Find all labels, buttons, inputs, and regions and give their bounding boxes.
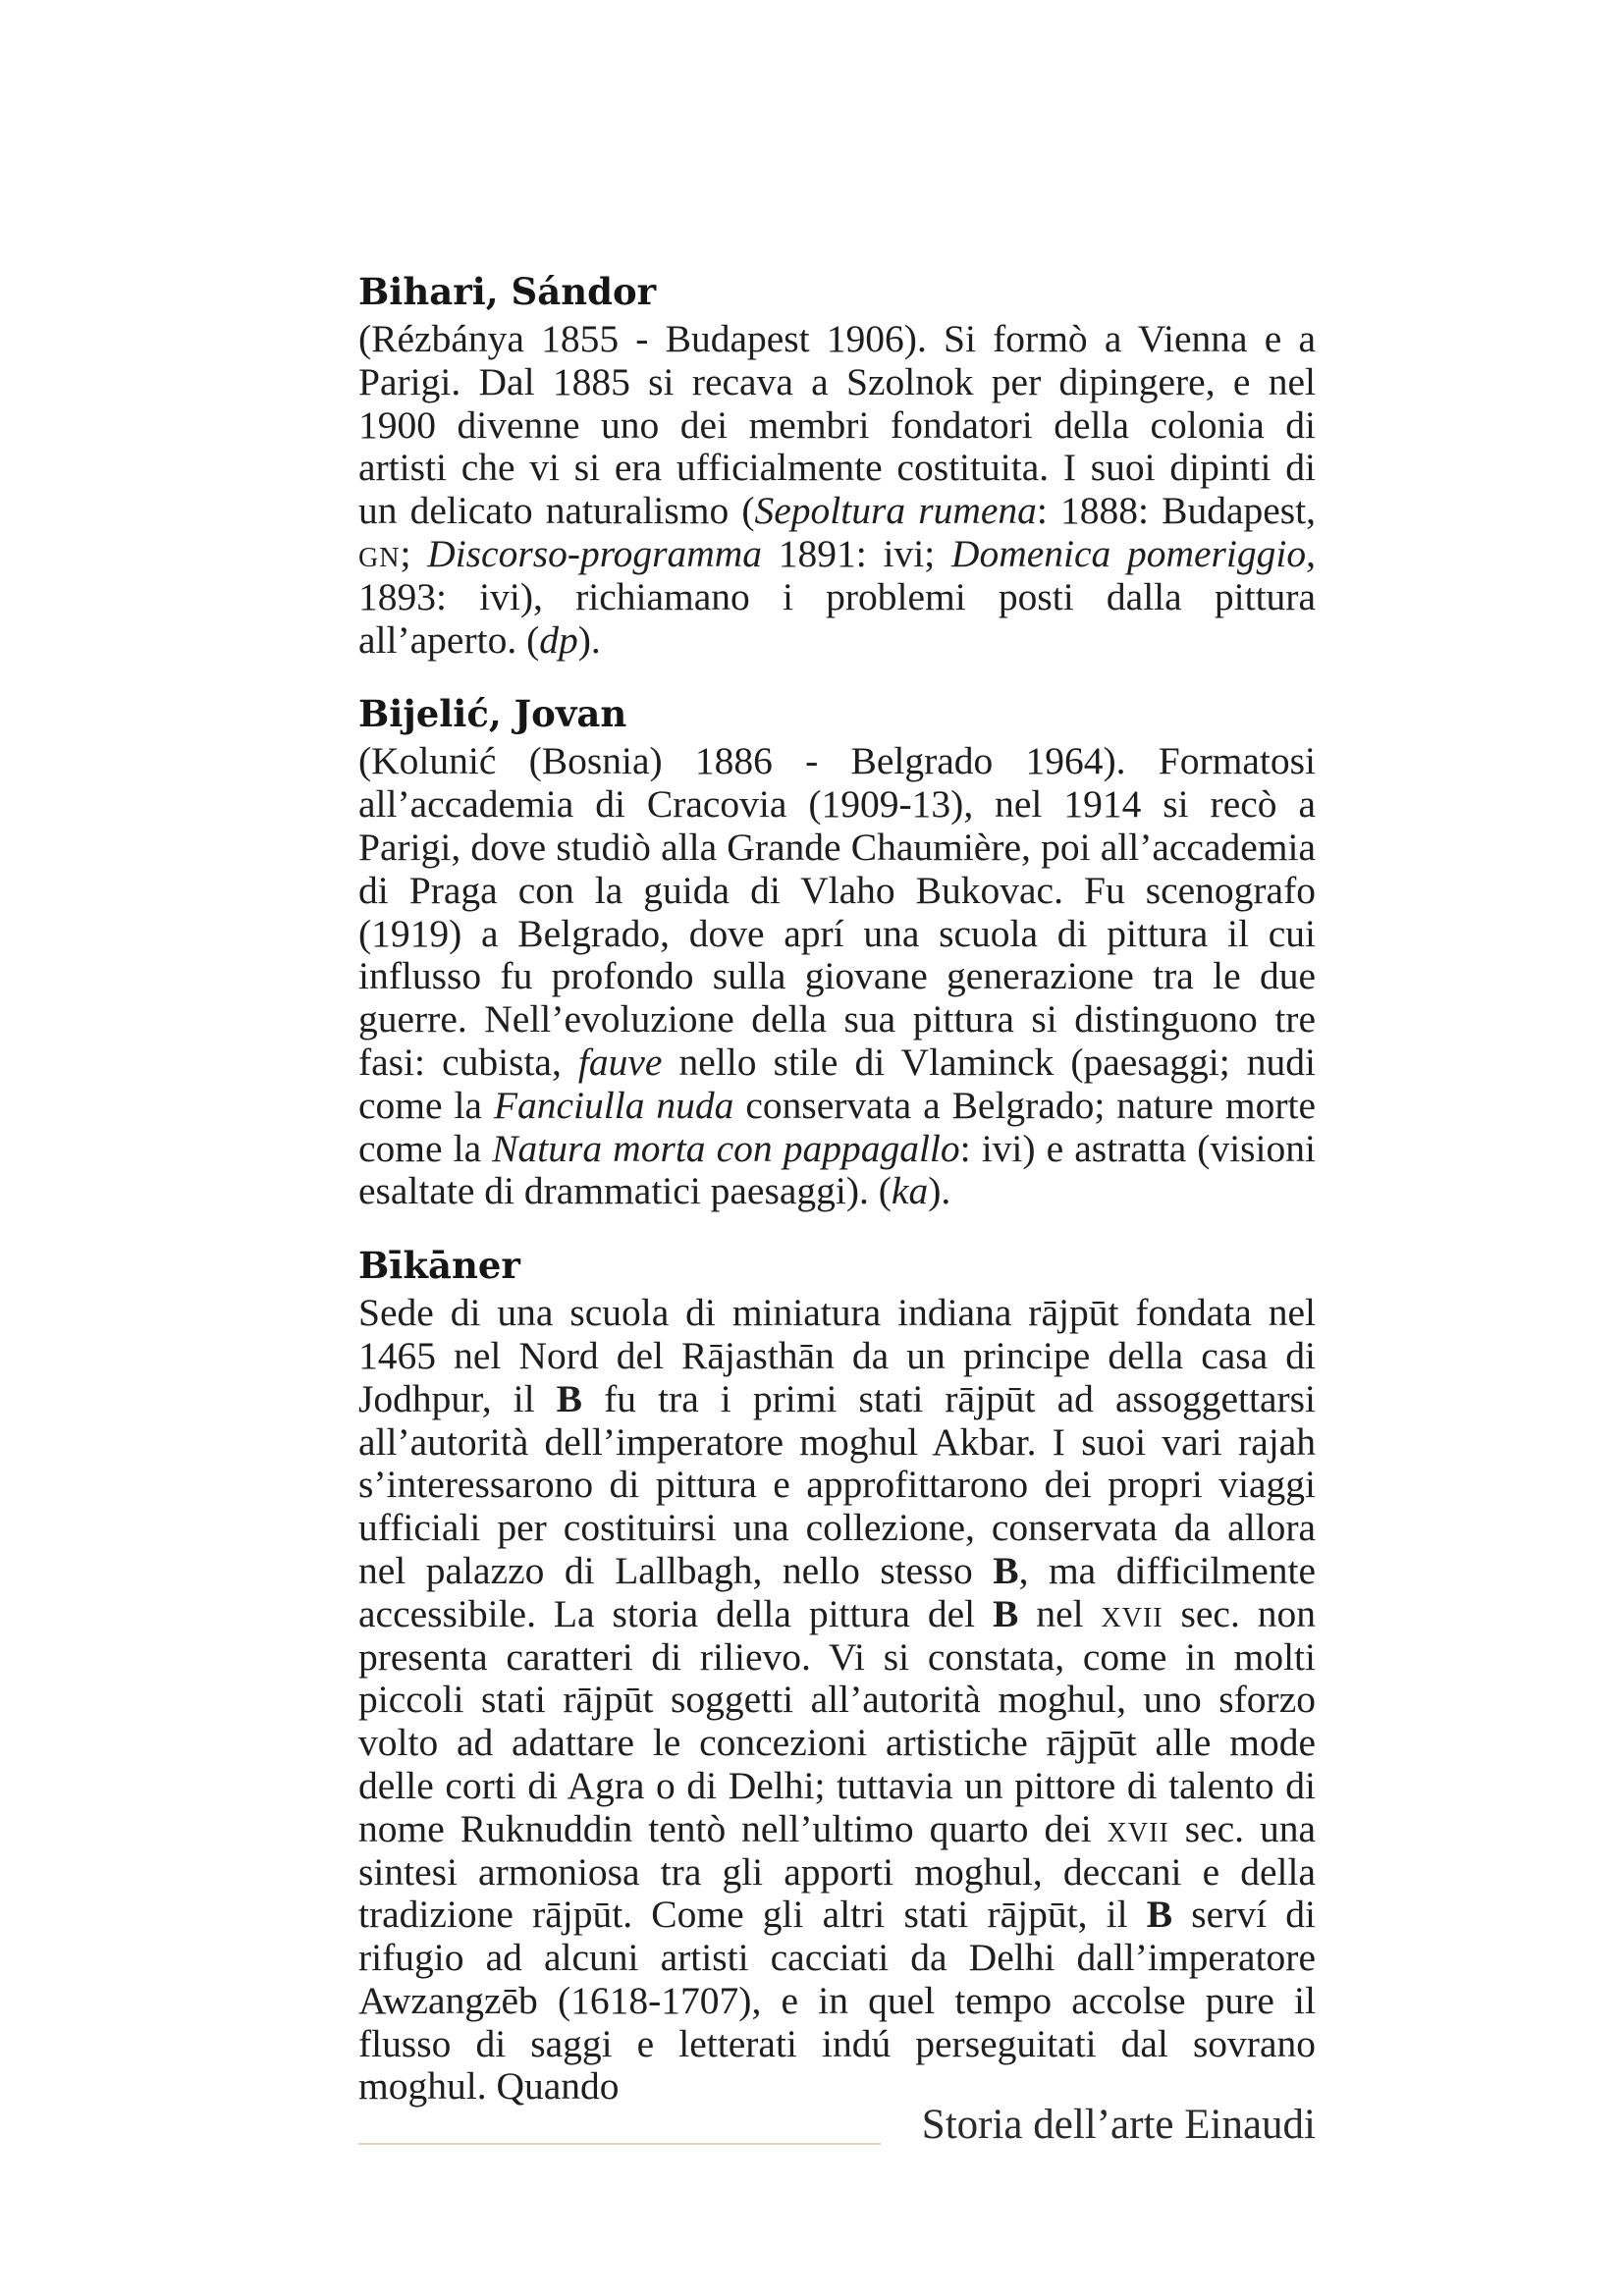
text-run: sec. non presenta caratteri di rilievo. Vi si constata, come in molti piccoli stati rājpūt soggetti all’autorità moghul, uno sforzo volto ad adattare le concezioni artistiche rājpūt alle mode delle corti di Agra o di Delhi; tuttavia un pittore di talento di nome Ruknuddin tentò nell’ultimo quarto dei: [358, 1591, 1316, 1850]
entry-body: [358, 318, 1316, 662]
page-content: [358, 267, 1316, 2109]
bold-run: B: [1146, 1893, 1173, 1937]
text-run: ;: [400, 531, 428, 575]
entry-separator: [358, 1213, 1316, 1241]
entry-title: Bīkāner: [358, 1244, 520, 1288]
text-run: nello stile di Vlaminck (paesaggi; nudi come la: [358, 1040, 1316, 1127]
smallcaps-run: xvii: [1101, 1591, 1163, 1635]
text-run: : ivi) e astratta (visioni esaltate di drammatici paesaggi). (: [358, 1126, 1317, 1213]
text-run: 1891: ivi;: [762, 531, 951, 575]
smallcaps-run: gn: [358, 531, 401, 575]
footer-title: Storia dell’arte Einaudi: [921, 2102, 1316, 2148]
text-run: , ma difficilmente accessibile. La storia della pittura del: [358, 1548, 1316, 1635]
text-run: ).: [928, 1169, 951, 1213]
text-run: : 1888: Budapest,: [1036, 489, 1316, 533]
bold-run: B: [556, 1376, 583, 1420]
text-run: sec. una sintesi armoniosa tra gli apporti moghul, deccani e della tradizione rājpūt. Come gli altri stati rājpūt, il: [358, 1806, 1316, 1937]
footer-rule: [358, 2143, 881, 2145]
entry-separator: [358, 662, 1316, 689]
italic-run: Domenica pomeriggio: [950, 531, 1307, 575]
text-run: nel: [1018, 1591, 1102, 1635]
italic-run: Natura morta con pappagallo: [492, 1126, 960, 1170]
bold-run: B: [993, 1591, 1019, 1635]
text-run: ).: [577, 617, 601, 662]
italic-run: Sepoltura rumena: [754, 489, 1037, 533]
text-run: (Rézbánya 1855 - Budapest 1906). Si formò a Vienna e a Parigi. Dal 1885 si recava a Szolnok per dipingere, e nel 1900 divenne uno dei membri fondatori della colonia di artisti che vi si era ufficialmente costituita. I suoi dipinti di un delicato naturalismo (: [358, 317, 1316, 533]
entry-body: [358, 1292, 1316, 2109]
italic-run: dp: [539, 617, 578, 662]
text-run: fu tra i primi stati rājpūt ad assoggettarsi all’autorità dell’imperatore moghul Akbar. I suoi vari rajah s’interessarono di pittura e approfittarono dei propri viaggi ufficiali per costituirsi una collezione, conservata da allora nel palazzo di Lallbagh, nello stesso: [358, 1376, 1316, 1592]
text-run: (Kolunić (Bosnia) 1886 - Belgrado 1964). Formatosi all’accademia di Cracovia (1909-13), nel 1914 si recò a Parigi, dove studiò alla Grande Chaumière, poi all’accademia di Praga con la guida di Vlaho Bukovac. Fu scenografo (1919) a Belgrado, dove aprí una scuola di pittura il cui influsso fu profondo sulla giovane generazione tra le due guerre. Nell’evoluzione della sua pittura si distinguono tre fasi: cubista,: [358, 739, 1316, 1084]
bold-run: B: [993, 1548, 1019, 1592]
italic-run: Fanciulla nuda: [493, 1083, 734, 1127]
entry-bikaner: [358, 1241, 1316, 2109]
text-run: serví di rifugio ad alcuni artisti cacciati da Delhi dall’imperatore Awzangzēb (1618-1707), e in quel tempo accolse pure il flusso di saggi e letterati indú perseguitati dal sovrano moghul. Quando: [358, 1893, 1316, 2109]
italic-run: ka: [891, 1169, 929, 1213]
entry-body: [358, 740, 1316, 1213]
entry-title: Bijelić, Jovan: [358, 692, 627, 736]
italic-run: Discorso-programma: [427, 531, 763, 575]
entry-title: Bihari, Sándor: [358, 270, 657, 313]
text-run: Sede di una scuola di miniatura indiana rājpūt fondata nel 1465 nel Nord del Rājasthān da un principe della casa di Jodhpur, il: [358, 1291, 1316, 1420]
smallcaps-run: xvii: [1107, 1806, 1169, 1850]
entry-bihari: [358, 267, 1316, 662]
entry-bijelic: [358, 689, 1316, 1213]
text-run: , 1893: ivi), richiamano i problemi posti dalla pittura all’aperto. (: [358, 531, 1316, 662]
italic-run: fauve: [577, 1040, 663, 1084]
text-run: conservata a Belgrado; nature morte come la: [358, 1083, 1317, 1170]
